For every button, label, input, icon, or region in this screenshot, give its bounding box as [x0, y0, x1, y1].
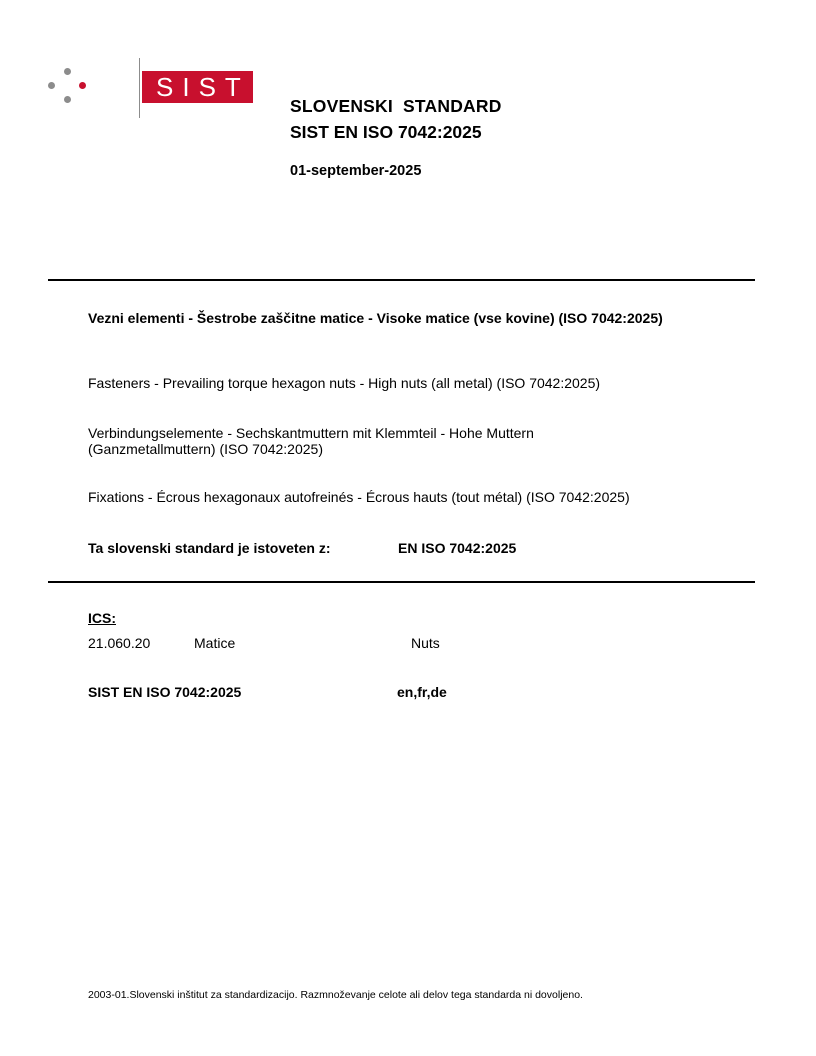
logo-dot-icon — [48, 82, 55, 89]
logo-dot-icon — [64, 68, 71, 75]
document-code: SIST EN ISO 7042:2025 — [88, 684, 242, 700]
title-slovenian: Vezni elementi - Šestrobe zaščitne matice - Visoke matice (vse kovine) (ISO 7042:2025) — [88, 310, 663, 326]
ics-label: ICS: — [88, 610, 116, 626]
standard-code: SIST EN ISO 7042:2025 — [290, 122, 482, 142]
publication-date: 01-september-2025 — [290, 163, 422, 179]
logo-wordmark: SIST — [142, 71, 253, 103]
title-german: Verbindungselemente - Sechskantmuttern mit Klemmteil - Hohe Muttern (Ganzmetallmuttern) (ISO 7042:2025) — [88, 425, 534, 457]
ics-title-english: Nuts — [411, 635, 440, 651]
equivalence-value: EN ISO 7042:2025 — [398, 540, 517, 556]
logo-dot-icon — [79, 82, 86, 89]
ics-title-slovenian: Matice — [194, 635, 236, 651]
document-languages: en,fr,de — [397, 684, 447, 700]
standard-heading: SLOVENSKI STANDARD — [290, 96, 502, 116]
ics-code: 21.060.20 — [88, 635, 151, 651]
equivalence-label: Ta slovenski standard je istoveten z: — [88, 540, 331, 556]
copyright-footer: 2003-01.Slovenski inštitut za standardizacijo. Razmnoževanje celote ali delov tega standarda ni dovoljeno. — [88, 989, 583, 1001]
title-french: Fixations - Écrous hexagonaux autofreinés - Écrous hauts (tout métal) (ISO 7042:2025) — [88, 489, 630, 505]
top-divider — [48, 279, 755, 281]
bottom-divider — [48, 581, 755, 583]
sist-logo — [48, 58, 250, 120]
logo-dot-icon — [64, 96, 71, 103]
title-english: Fasteners - Prevailing torque hexagon nuts - High nuts (all metal) (ISO 7042:2025) — [88, 375, 601, 391]
logo-divider — [139, 58, 140, 118]
